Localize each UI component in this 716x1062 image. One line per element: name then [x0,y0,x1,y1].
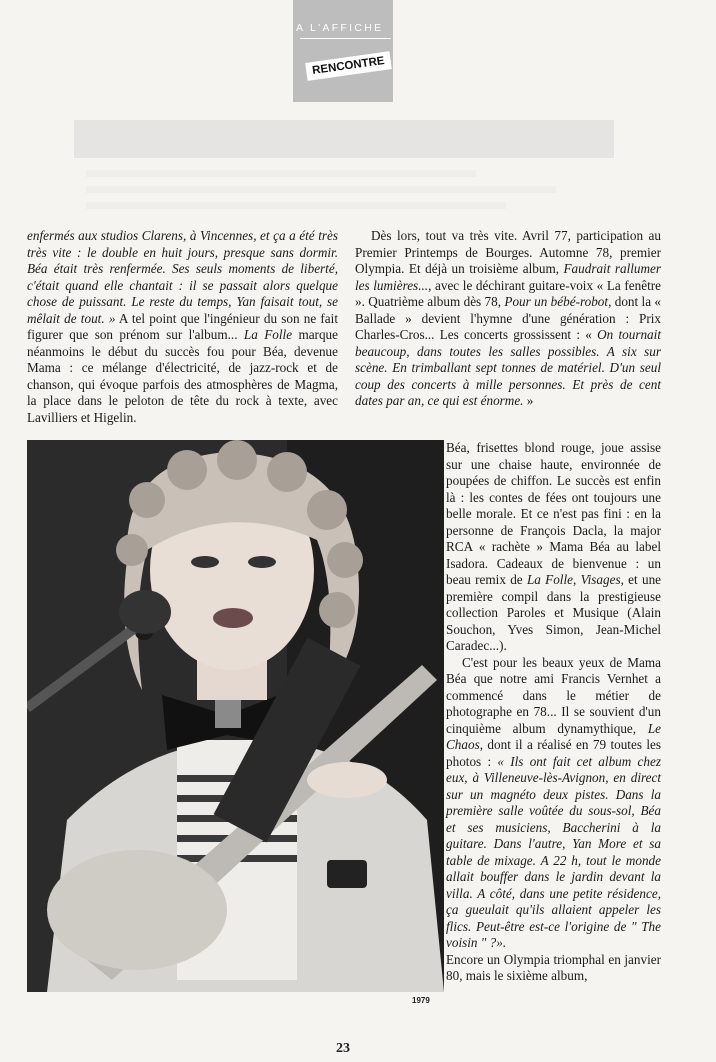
page-number: 23 [336,1041,350,1056]
text-run: C'est pour les beaux yeux de Mama Béa que notre ami Francis Vernhet a commencé dans le métier de photographe en 78... Il se souvient d'un cinquième album dynamythique, [446,654,661,736]
section-header-box [293,0,393,102]
section-title: A L'AFFICHE [296,22,384,34]
column-right-bottom [446,440,661,985]
italic-text-run: « Ils ont fait cet album chez eux, à Villeneuve-lès-Avignon, en direct sur un magnéto deux pistes. Dans la première salle voûtée du sous-sol, Béa et ses musiciens, Baccherini à la guitare. Dans l'autre, Yan More et sa table de mixage. A 22 h, tout le monde allait bouffer dans le jardin devant la villa. A côté, dans une petite résidence, ça gueulait qu'ils allaient appeler les flics. Peut-être est-ce l'origine de " The voisin " ?». [446,753,661,950]
italic-text-run: Pour un bébé-robot [504,294,609,309]
italic-text-run: Le Chaos [446,720,661,752]
paragraph [446,655,661,952]
text-run: Encore un Olympia triomphal en janvier 80, mais le sixième album, [446,951,661,983]
paragraph [27,228,338,426]
italic-text-run: La Folle [526,572,573,587]
text-run: , avec le déchirant guitare-voix « La fenêtre ». Quatrième album dès 78, [355,277,661,309]
photo-caption: 1979 [412,996,430,1005]
paragraph [446,440,661,655]
text-run: » [523,393,534,408]
text-run: , [572,572,581,587]
italic-text-run: enfermés aux studios Clarens, à Vincennes, et ça a été très très vite : le double en huit jours, presque sans dormir. Béa était très renfermée. Ses seuls moments de liberté, c'était quand elle chantait : il se passait alors quelque chose de puissant. Le reste du temps, Yan faisait tout, se mêlait de tout. » [27,228,338,326]
text-run: Béa, frisettes blond rouge, joue assise sur une chaise haute, environnée de poupées de chiffon. Le succès est enfin là : les contes de fées ont toujours une belle morale. Et ce n'est pas fini : en la personne de François Dacla, la major RCA « rachète » Mama Béa au label Isadora. Cadeaux de bienvenue : un beau remix de [446,440,661,587]
bleed-through-line [86,170,476,177]
column-right-top [355,228,661,410]
bleed-through-line [86,186,556,193]
italic-text-run: Visages [580,572,621,587]
italic-text-run: La Folle [243,327,293,342]
section-tag: RENCONTRE [305,51,392,81]
text-run: , dont la « Ballade » devient l'hymne d'une génération : Prix Charles-Cros... Les concerts grossissent : « [355,294,662,342]
bleed-through-line [86,202,506,209]
text-run: , et une première compil dans la prestigieuse collection Paroles et Musique (Alain Souchon, Yves Simon, Jean-Michel Caradec...). [446,572,662,653]
text-run: , dont il a réalisé en 79 toutes les photos : [446,737,661,769]
column-left [27,228,338,426]
paragraph [446,952,661,985]
text-run: A tel point que l'ingénieur du son ne fait figurer que son prénom sur l'album... [27,310,338,342]
concert-photo [27,440,444,992]
paragraph [355,228,661,410]
text-run: marque néanmoins le début du succès fou pour Béa, devenue Mama : ce mélange d'électricité, de jazz-rock et de chanson, qui évoque parfois des atmosphères de Magma, la place dans le peloton de tête du rock à texte, avec Lavilliers et Higelin. [27,327,338,425]
text-run: Dès lors, tout va très vite. Avril 77, participation au Premier Printemps de Bourges. Automne 78, premier Olympia. Et déjà un troisième album, [355,228,661,276]
bleed-through-banner [74,120,614,158]
italic-text-run: Faudrait rallumer les lumières... [355,261,662,293]
italic-text-run: On tournait beaucoup, dans toutes les salles possibles. A six sur scène. En trimballant sept tonnes de matériel. D'un seul coup des concerts à mille personnes. Et près de cent dates par an, ce qui est énorme. [355,327,661,408]
section-divider [300,38,391,39]
